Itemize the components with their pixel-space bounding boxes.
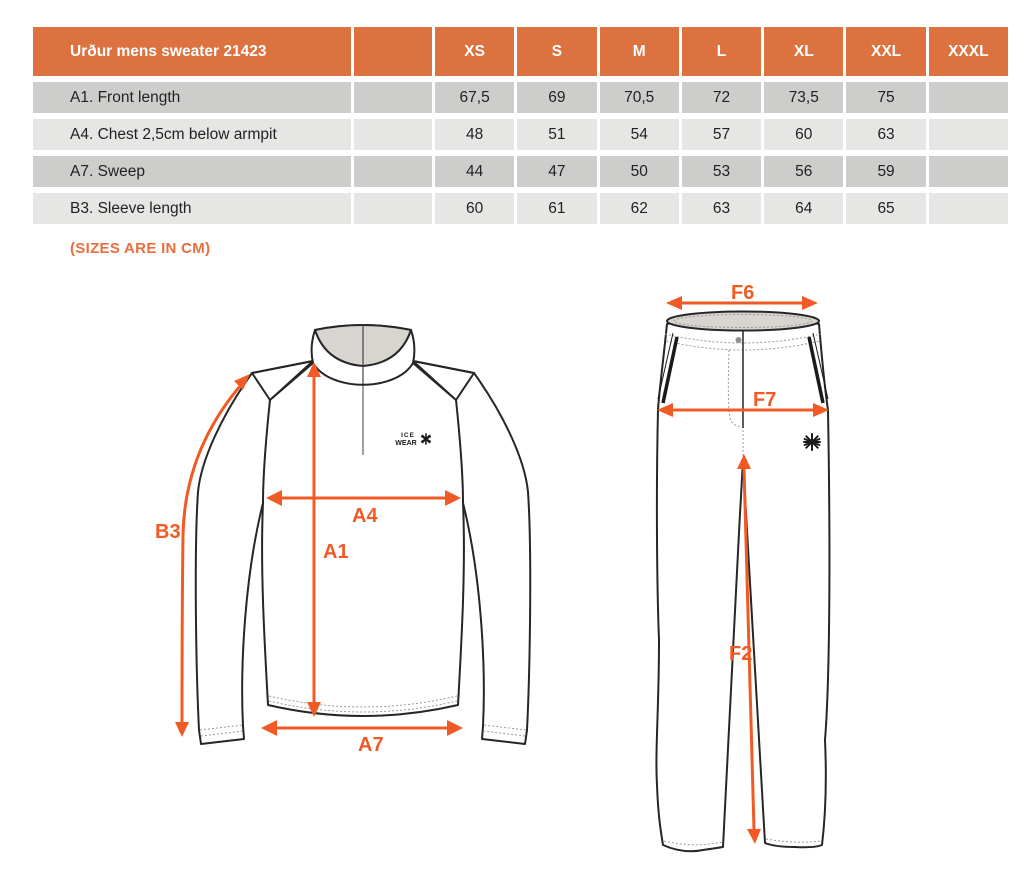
label-a4: A4 — [352, 505, 378, 527]
size-header-s: S — [517, 27, 596, 76]
row-spacer — [354, 82, 432, 113]
cell-value: 63 — [682, 193, 761, 224]
cell-value: 70,5 — [600, 82, 679, 113]
label-f7: F7 — [753, 389, 777, 411]
row-label: A7. Sweep — [33, 156, 351, 187]
row-spacer — [354, 156, 432, 187]
label-a7: A7 — [358, 734, 384, 756]
cell-value: 72 — [682, 82, 761, 113]
cell-value: 47 — [517, 156, 596, 187]
cell-value: 57 — [682, 119, 761, 150]
cell-value: 67,5 — [435, 82, 514, 113]
logo-line2: WEAR — [395, 440, 417, 447]
cell-value — [929, 193, 1008, 224]
row-spacer — [354, 119, 432, 150]
size-header-xl: XL — [764, 27, 843, 76]
cell-value — [929, 156, 1008, 187]
cell-value: 61 — [517, 193, 596, 224]
cell-value: 53 — [682, 156, 761, 187]
size-header-xs: XS — [435, 27, 514, 76]
size-header-xxxl: XXXL — [929, 27, 1008, 76]
label-a1: A1 — [323, 541, 349, 563]
cell-value: 60 — [435, 193, 514, 224]
cell-value: 51 — [517, 119, 596, 150]
cell-value: 73,5 — [764, 82, 843, 113]
cell-value: 65 — [846, 193, 925, 224]
size-table — [33, 27, 1008, 224]
logo-line1: ICE — [401, 432, 415, 439]
cell-value: 54 — [600, 119, 679, 150]
pants-button — [736, 337, 742, 343]
cell-value: 63 — [846, 119, 925, 150]
label-f2: F2 — [729, 643, 753, 665]
size-header-xxl: XXL — [846, 27, 925, 76]
cell-value: 75 — [846, 82, 925, 113]
row-label: B3. Sleeve length — [33, 193, 351, 224]
pants-snowflake-icon — [804, 434, 820, 450]
label-f6: F6 — [731, 282, 755, 304]
row-spacer — [354, 193, 432, 224]
cell-value: 44 — [435, 156, 514, 187]
table-title: Urður mens sweater 21423 — [33, 27, 351, 76]
cell-value — [929, 119, 1008, 150]
cell-value: 69 — [517, 82, 596, 113]
cell-value: 64 — [764, 193, 843, 224]
cell-value: 62 — [600, 193, 679, 224]
size-header-m: M — [600, 27, 679, 76]
cell-value: 56 — [764, 156, 843, 187]
label-b3: B3 — [155, 521, 181, 543]
sizes-note: (SIZES ARE IN CM) — [70, 240, 211, 257]
sweater-diagram — [140, 280, 560, 760]
row-label: A4. Chest 2,5cm below armpit — [33, 119, 351, 150]
pants-diagram — [635, 280, 855, 880]
cell-value: 59 — [846, 156, 925, 187]
table-header-spacer — [354, 27, 432, 76]
cell-value: 60 — [764, 119, 843, 150]
cell-value: 50 — [600, 156, 679, 187]
cell-value: 48 — [435, 119, 514, 150]
size-header-l: L — [682, 27, 761, 76]
row-label: A1. Front length — [33, 82, 351, 113]
cell-value — [929, 82, 1008, 113]
